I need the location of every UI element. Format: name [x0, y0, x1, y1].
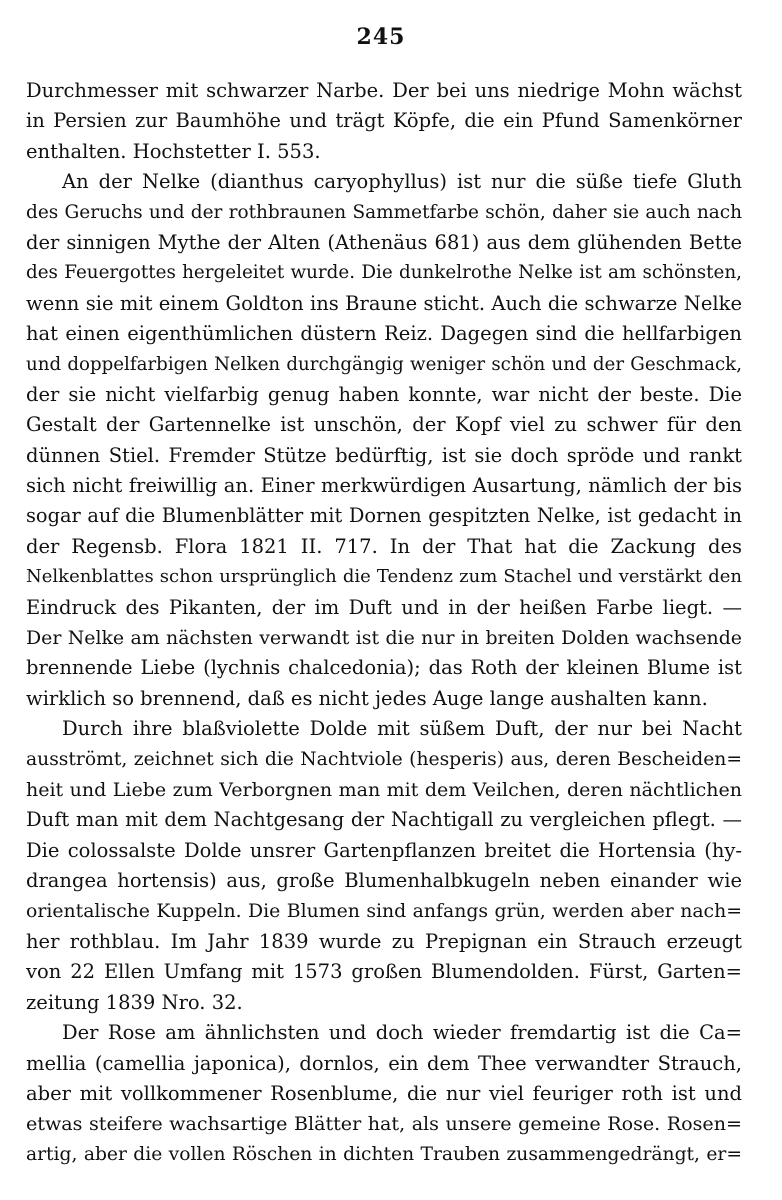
text-line: brennende Liebe (lychnis chalcedonia); das Roth der kleinen Blume ist	[26, 656, 742, 680]
text-line: des Geruchs und der rothbraunen Sammetfarbe schön, daher sie auch nach	[26, 201, 742, 223]
text-line: sich nicht freiwillig an. Einer merkwürdigen Ausartung, nämlich der bis	[26, 474, 742, 498]
text-line: zeitung 1839 Nro. 32.	[26, 990, 243, 1014]
text-line: An der Nelke (dianthus caryophyllus) ist nur die süße tiefe Gluth	[62, 170, 742, 194]
text-line: Eindruck des Pikanten, der im Duft und in der heißen Farbe liegt. —	[26, 595, 742, 619]
text-line: wirklich so brennend, daß es nicht jedes Auge lange aushalten kann.	[26, 686, 708, 710]
text-line: hat einen eigenthümlichen düstern Reiz. Dagegen sind die hellfarbigen	[26, 322, 742, 346]
text-line: Nelkenblattes schon ursprünglich die Tendenz zum Stachel und verstärkt den	[26, 566, 742, 588]
text-line: wenn sie mit einem Goldton ins Braune sticht. Auch die schwarze Nelke	[26, 291, 742, 315]
text-line: enthalten. Hochstetter I. 553.	[26, 139, 321, 163]
text-line: sogar auf die Blumenblätter mit Dornen gespitzten Nelke, ist gedacht in	[26, 504, 742, 528]
text-line: der Regensb. Flora 1821 II. 717. In der That hat die Zackung des	[26, 534, 742, 558]
text-line: Der Nelke am nächsten verwandt ist die nur in breiten Dolden wachsende	[26, 627, 742, 650]
text-line: des Feuergottes hergeleitet wurde. Die dunkelrothe Nelke ist am schönsten,	[26, 262, 742, 284]
text-line: Der Rose am ähnlichsten und doch wieder fremdartig ist die Ca=	[62, 1021, 742, 1045]
page-number: 245	[356, 24, 406, 50]
text-line: der sinnigen Mythe der Alten (Athenäus 681) aus dem glühenden Bette	[26, 230, 742, 254]
text-line: in Persien zur Baumhöhe und trägt Köpfe, die ein Pfund Samenkörner	[26, 109, 742, 133]
text-line: drangea hortensis) aus, große Blumenhalbkugeln neben einander wie	[26, 869, 742, 893]
text-line: etwas steifere wachsartige Blätter hat, als unsere gemeine Rose. Rosen=	[26, 1112, 742, 1136]
text-line: von 22 Ellen Umfang mit 1573 großen Blumendolden. Fürst, Garten=	[26, 960, 742, 984]
text-line: Gestalt der Gartennelke ist unschön, der Kopf viel zu schwer für den	[26, 413, 742, 437]
text-line: mellia (camellia japonica), dornlos, ein dem Thee verwandter Strauch,	[26, 1051, 742, 1075]
text-line: ausströmt, zeichnet sich die Nachtviole (hesperis) aus, deren Bescheiden=	[26, 748, 742, 770]
text-line: und doppelfarbigen Nelken durchgängig weniger schön und der Geschmack,	[26, 353, 742, 375]
body-text	[26, 76, 742, 1170]
text-line: her rothblau. Im Jahr 1839 wurde zu Prepignan ein Strauch erzeugt	[26, 929, 742, 953]
text-line: Durch ihre blaßviolette Dolde mit süßem Duft, der nur bei Nacht	[62, 717, 742, 741]
text-line: Durchmesser mit schwarzer Narbe. Der bei uns niedrige Mohn wächst	[26, 79, 742, 102]
text-line: der sie nicht vielfarbig genug haben konnte, war nicht der beste. Die	[26, 382, 742, 406]
text-line: orientalische Kuppeln. Die Blumen sind anfangs grün, werden aber nach=	[26, 900, 742, 922]
text-line: artig, aber die vollen Röschen in dichten Trauben zusammengedrängt, er=	[26, 1143, 742, 1165]
text-line: dünnen Stiel. Fremder Stütze bedürftig, ist sie doch spröde und rankt	[26, 443, 742, 467]
text-line: Duft man mit dem Nachtgesang der Nachtigall zu vergleichen pflegt. —	[26, 808, 742, 832]
text-line: aber mit vollkommener Rosenblume, die nur viel feuriger roth ist und	[26, 1081, 742, 1105]
text-line: heit und Liebe zum Verborgnen man mit dem Veilchen, deren nächtlichen	[26, 778, 742, 801]
text-line: Die colossalste Dolde unsrer Gartenpflanzen breitet die Hortensia (hy-	[26, 838, 742, 862]
